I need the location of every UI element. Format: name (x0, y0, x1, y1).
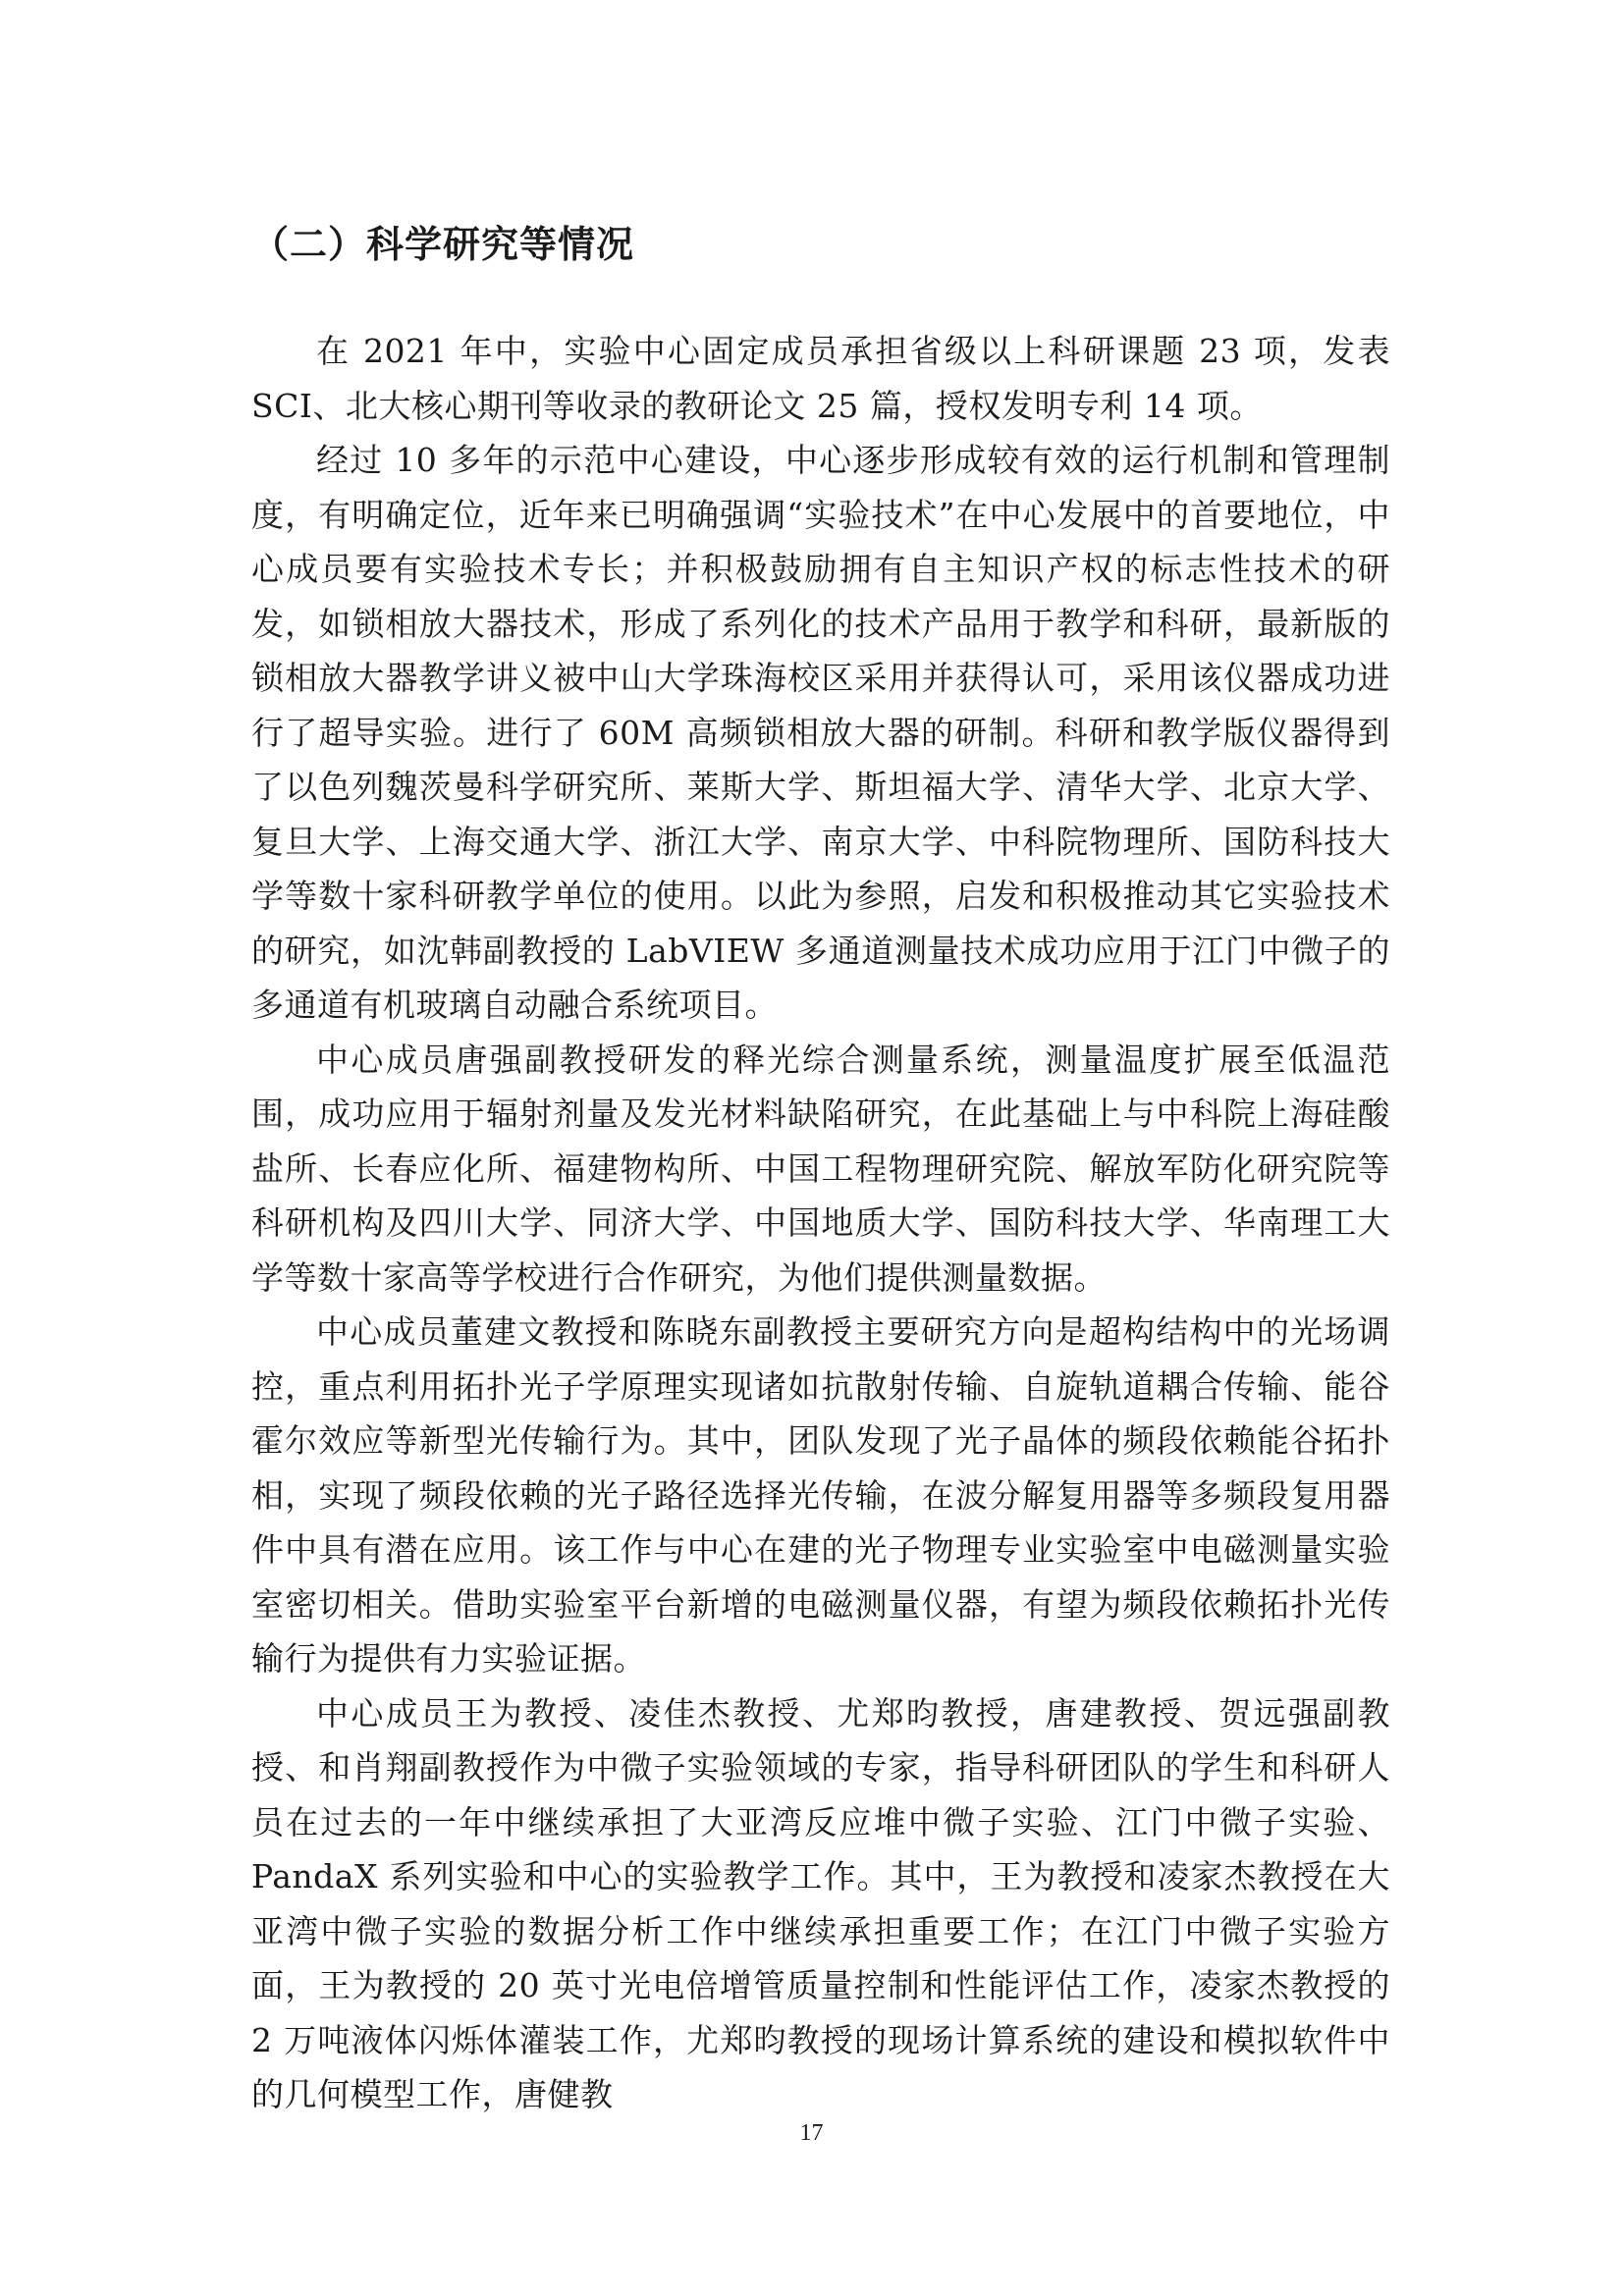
body-text (251, 324, 1390, 2122)
paragraph-lock-in-amplifier: 经过 10 多年的示范中心建设，中心逐步形成较有效的运行机制和管理制度，有明确定位，近年来已明确强调“实验技术”在中心发展中的首要地位，中心成员要有实验技术专长；并积极鼓励拥有自主知识产权的标志性技术的研发，如锁相放大器技术，形成了系列化的技术产品用于教学和科研，最新版的锁相放大器教学讲义被中山大学珠海校区采用并获得认可，采用该仪器成功进行了超导实验。进行了 60M 高频锁相放大器的研制。科研和教学版仪器得到了以色列魏茨曼科学研究所、莱斯大学、斯坦福大学、清华大学、北京大学、复旦大学、上海交通大学、浙江大学、南京大学、中科院物理所、国防科技大学等数十家科研教学单位的使用。以此为参照，启发和积极推动其它实验技术的研究，如沈韩副教授的 LabVIEW 多通道测量技术成功应用于江门中微子的多通道有机玻璃自动融合系统项目。 (251, 441, 1390, 1024)
section-heading: （二）科学研究等情况 (251, 223, 635, 266)
paragraph-luminescence-system: 中心成员唐强副教授研发的释光综合测量系统，测量温度扩展至低温范围，成功应用于辐射剂量及发光材料缺陷研究，在此基础上与中科院上海硅酸盐所、长春应化所、福建物构所、中国工程物理研究院、解放军防化研究院等科研机构及四川大学、同济大学、中国地质大学、国防科技大学、华南理工大学等数十家高等学校进行合作研究，为他们提供测量数据。 (251, 1040, 1390, 1297)
paragraph-research-summary: 在 2021 年中，实验中心固定成员承担省级以上科研课题 23 项，发表 SCI、北大核心期刊等收录的教研论文 25 篇，授权发明专利 14 项。 (251, 332, 1390, 425)
paragraph-topological-photonics: 中心成员董建文教授和陈晓东副教授主要研究方向是超构结构中的光场调控，重点利用拓扑光子学原理实现诸如抗散射传输、自旋轨道耦合传输、能谷霍尔效应等新型光传输行为。其中，团队发现了光子晶体的频段依赖能谷拓扑相，实现了频段依赖的光子路径选择光传输，在波分解复用器等多频段复用器件中具有潜在应用。该工作与中心在建的光子物理专业实验室中电磁测量实验室密切相关。借助实验室平台新增的电磁测量仪器，有望为频段依赖拓扑光传输行为提供有力实验证据。 (251, 1312, 1390, 1678)
page-number: 17 (799, 2120, 824, 2146)
paragraph-neutrino-experiments: 中心成员王为教授、凌佳杰教授、尤郑昀教授，唐建教授、贺远强副教授、和肖翔副教授作为中微子实验领域的专家，指导科研团队的学生和科研人员在过去的一年中继续承担了大亚湾反应堆中微子实验、江门中微子实验、PandaX 系列实验和中心的实验教学工作。其中，王为教授和凌家杰教授在大亚湾中微子实验的数据分析工作中继续承担重要工作；在江门中微子实验方面，王为教授的 20 英寸光电倍增管质量控制和性能评估工作，凌家杰教授的 2 万吨液体闪烁体灌装工作，尤郑昀教授的现场计算系统的建设和模拟软件中的几何模型工作，唐健教 (251, 1693, 1390, 2113)
